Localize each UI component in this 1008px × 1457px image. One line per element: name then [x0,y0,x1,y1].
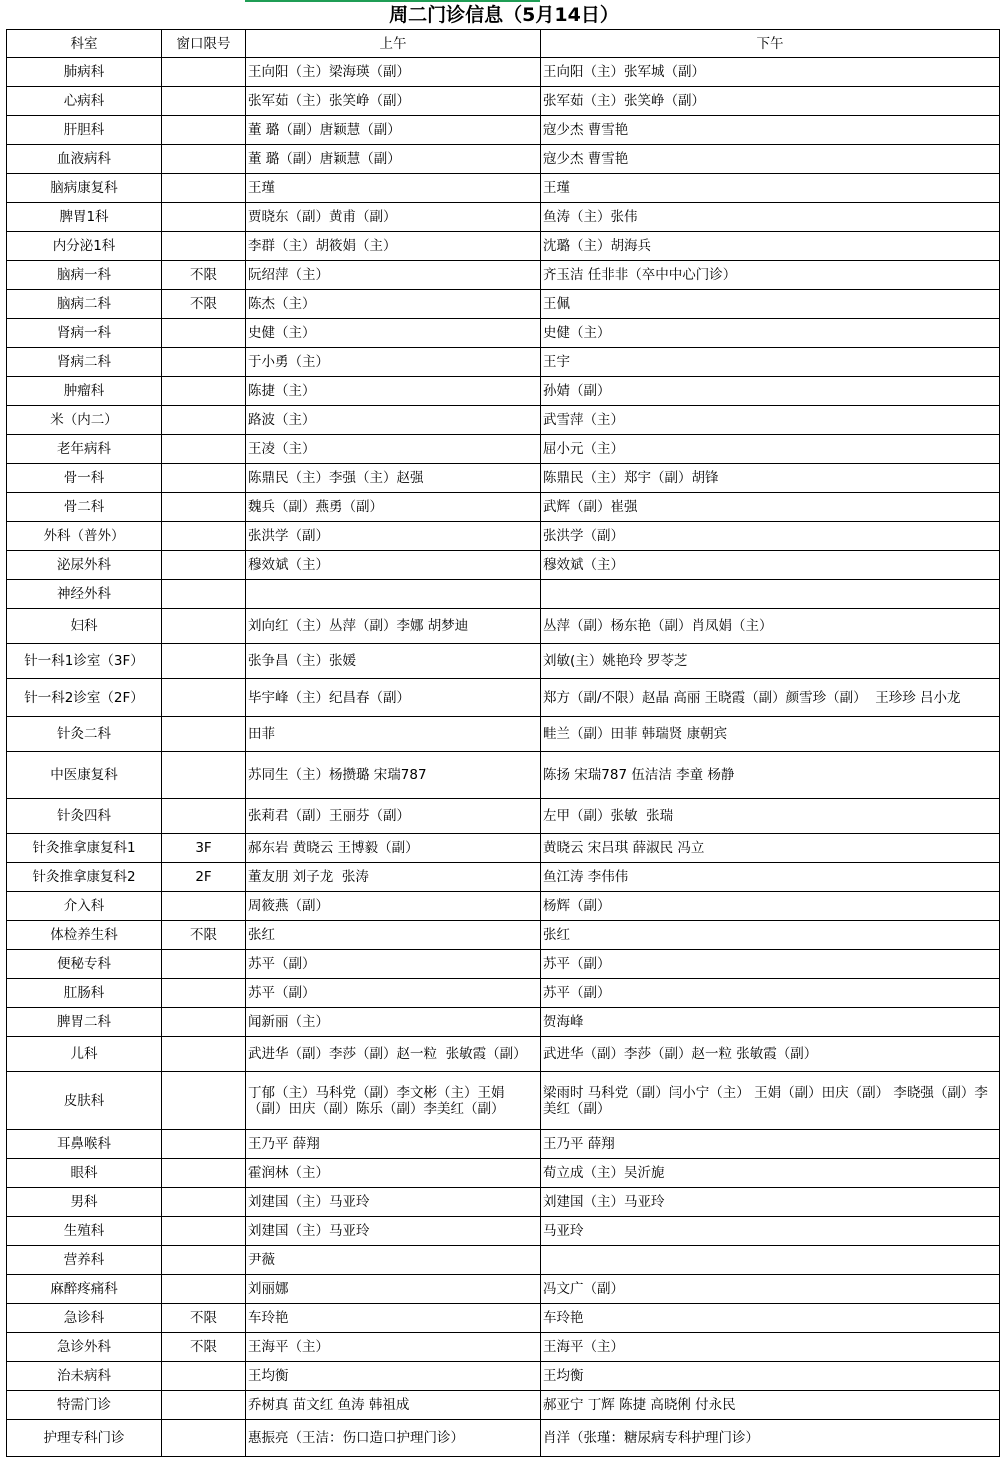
am-cell: 周筱燕（副） [246,892,541,921]
table-row [7,834,1000,863]
pm-cell: 张红 [541,921,1000,950]
table-row [7,203,1000,232]
window-cell [162,1275,246,1304]
table-row [7,679,1000,717]
am-cell: 张争昌（主）张媛 [246,644,541,679]
window-cell [162,1037,246,1072]
pm-cell: 鱼涛（主）张伟 [541,203,1000,232]
am-cell: 苏平（副） [246,979,541,1008]
table-row [7,348,1000,377]
am-cell [246,580,541,609]
window-cell: 不限 [162,921,246,950]
window-cell [162,493,246,522]
dept-cell: 护理专科门诊 [7,1420,162,1457]
pm-cell [541,1246,1000,1275]
header-window: 窗口限号 [162,30,246,58]
window-cell [162,679,246,717]
window-cell [162,551,246,580]
am-cell: 苏同生（主）杨攒璐 宋瑞787 [246,752,541,799]
pm-cell: 武辉（副）崔强 [541,493,1000,522]
pm-cell: 郝亚宁 丁辉 陈捷 高晓俐 付永民 [541,1391,1000,1420]
am-cell: 王向阳（主）梁海瑛（副） [246,58,541,87]
dept-cell: 针一科2诊室（2F） [7,679,162,717]
dept-cell: 营养科 [7,1246,162,1275]
pm-cell: 寇少杰 曹雪艳 [541,145,1000,174]
window-cell [162,1008,246,1037]
am-cell: 惠振亮（王洁：伤口造口护理门诊） [246,1420,541,1457]
pm-cell: 左甲（副）张敏 张瑞 [541,799,1000,834]
table-row [7,979,1000,1008]
am-cell: 霍润林（主） [246,1159,541,1188]
am-cell: 毕宇峰（主）纪昌春（副） [246,679,541,717]
dept-cell: 脾胃1科 [7,203,162,232]
table-row [7,1362,1000,1391]
am-cell: 尹薇 [246,1246,541,1275]
table-row [7,1072,1000,1130]
table-row [7,1159,1000,1188]
pm-cell: 沈璐（主）胡海兵 [541,232,1000,261]
window-cell [162,892,246,921]
table-row [7,644,1000,679]
window-cell [162,435,246,464]
dept-cell: 脑病二科 [7,290,162,319]
clinic-schedule-table [6,29,1000,1457]
table-row [7,319,1000,348]
table-row [7,1037,1000,1072]
pm-cell: 黄晓云 宋吕琪 薛淑民 冯立 [541,834,1000,863]
dept-cell: 中医康复科 [7,752,162,799]
window-cell [162,1159,246,1188]
window-cell [162,58,246,87]
pm-cell: 孙婧（副） [541,377,1000,406]
pm-cell: 马亚玲 [541,1217,1000,1246]
am-cell: 张莉君（副）王丽芬（副） [246,799,541,834]
dept-cell: 骨二科 [7,493,162,522]
am-cell: 刘向红（主）丛萍（副）李娜 胡梦迪 [246,609,541,644]
pm-cell: 王乃平 薛翔 [541,1130,1000,1159]
table-row [7,1130,1000,1159]
pm-cell: 鱼江涛 李伟伟 [541,863,1000,892]
am-cell: 闻新丽（主） [246,1008,541,1037]
table-row [7,435,1000,464]
dept-cell: 便秘专科 [7,950,162,979]
pm-cell: 陈扬 宋瑞787 伍洁洁 李童 杨静 [541,752,1000,799]
table-row [7,145,1000,174]
table-row [7,1008,1000,1037]
dept-cell: 肛肠科 [7,979,162,1008]
dept-cell: 脑病一科 [7,261,162,290]
am-cell: 阮绍萍（主） [246,261,541,290]
pm-cell: 武进华（副）李莎（副）赵一粒 张敏霞（副） [541,1037,1000,1072]
dept-cell: 治未病科 [7,1362,162,1391]
table-row [7,717,1000,752]
am-cell: 乔树真 苗文红 鱼涛 韩祖成 [246,1391,541,1420]
am-cell: 陈杰（主） [246,290,541,319]
dept-cell: 针灸二科 [7,717,162,752]
table-row [7,174,1000,203]
am-cell: 于小勇（主） [246,348,541,377]
window-cell [162,522,246,551]
am-cell: 王海平（主） [246,1333,541,1362]
header-am: 上午 [246,30,541,58]
pm-cell: 刘建国（主）马亚玲 [541,1188,1000,1217]
dept-cell: 针灸四科 [7,799,162,834]
pm-cell: 屈小元（主） [541,435,1000,464]
window-cell [162,116,246,145]
dept-cell: 内分泌1科 [7,232,162,261]
pm-cell: 张军茹（主）张笑峥（副） [541,87,1000,116]
dept-cell: 男科 [7,1188,162,1217]
table-row [7,377,1000,406]
am-cell: 车玲艳 [246,1304,541,1333]
dept-cell: 耳鼻喉科 [7,1130,162,1159]
window-cell: 3F [162,834,246,863]
window-cell [162,1362,246,1391]
dept-cell: 肝胆科 [7,116,162,145]
table-row [7,1246,1000,1275]
dept-cell: 针灸推拿康复科1 [7,834,162,863]
pm-cell: 武雪萍（主） [541,406,1000,435]
am-cell: 路波（主） [246,406,541,435]
dept-cell: 心病科 [7,87,162,116]
dept-cell: 妇科 [7,609,162,644]
am-cell: 穆效斌（主） [246,551,541,580]
pm-cell: 苏平（副） [541,979,1000,1008]
table-row [7,116,1000,145]
table-header-row [7,30,1000,58]
table-row [7,799,1000,834]
dept-cell: 神经外科 [7,580,162,609]
window-cell [162,799,246,834]
dept-cell: 生殖科 [7,1217,162,1246]
dept-cell: 骨一科 [7,464,162,493]
window-cell [162,1072,246,1130]
table-row [7,950,1000,979]
window-cell [162,609,246,644]
am-cell: 魏兵（副）燕勇（副） [246,493,541,522]
dept-cell: 体检养生科 [7,921,162,950]
am-cell: 王瑾 [246,174,541,203]
window-cell [162,348,246,377]
pm-cell: 齐玉洁 任非非（卒中中心门诊） [541,261,1000,290]
window-cell: 不限 [162,261,246,290]
table-row [7,1420,1000,1457]
dept-cell: 肿瘤科 [7,377,162,406]
dept-cell: 脑病康复科 [7,174,162,203]
header-dept: 科室 [7,30,162,58]
window-cell [162,644,246,679]
pm-cell: 王瑾 [541,174,1000,203]
window-cell [162,174,246,203]
pm-cell: 荀立成（主）吴沂旎 [541,1159,1000,1188]
window-cell [162,1246,246,1275]
table-row [7,1304,1000,1333]
am-cell: 王乃平 薛翔 [246,1130,541,1159]
am-cell: 陈捷（主） [246,377,541,406]
window-cell [162,464,246,493]
pm-cell: 梁雨时 马科党（副）闫小宁（主） 王娟（副）田庆（副） 李晓强（副）李美红（副） [541,1072,1000,1130]
dept-cell: 眼科 [7,1159,162,1188]
table-row [7,232,1000,261]
pm-cell: 郑方（副/不限）赵晶 高丽 王晓霞（副）颜雪珍（副） 王珍珍 吕小龙 [541,679,1000,717]
am-cell: 郝东岩 黄晓云 王博毅（副） [246,834,541,863]
am-cell: 刘建国（主）马亚玲 [246,1188,541,1217]
pm-cell: 杨辉（副） [541,892,1000,921]
pm-cell: 史健（主） [541,319,1000,348]
pm-cell: 苏平（副） [541,950,1000,979]
table-row [7,522,1000,551]
page-title: 周二门诊信息（5月14日） [389,4,619,26]
dept-cell: 血液病科 [7,145,162,174]
table-row [7,493,1000,522]
table-row [7,290,1000,319]
table-row [7,863,1000,892]
table-row [7,58,1000,87]
window-cell [162,87,246,116]
pm-cell: 王海平（主） [541,1333,1000,1362]
table-row [7,464,1000,493]
table-row [7,1333,1000,1362]
table-row [7,1275,1000,1304]
am-cell: 刘建国（主）马亚玲 [246,1217,541,1246]
am-cell: 田菲 [246,717,541,752]
am-cell: 贾晓东（副）黄甫（副） [246,203,541,232]
pm-cell [541,580,1000,609]
pm-cell: 穆效斌（主） [541,551,1000,580]
dept-cell: 皮肤科 [7,1072,162,1130]
am-cell: 董 璐（副）唐颖慧（副） [246,145,541,174]
dept-cell: 米（内二） [7,406,162,435]
window-cell [162,580,246,609]
table-row [7,261,1000,290]
dept-cell: 麻醉疼痛科 [7,1275,162,1304]
table-row [7,551,1000,580]
dept-cell: 针灸推拿康复科2 [7,863,162,892]
am-cell: 张红 [246,921,541,950]
window-cell [162,406,246,435]
dept-cell: 外科（普外） [7,522,162,551]
table-row [7,892,1000,921]
table-row [7,1217,1000,1246]
window-cell [162,232,246,261]
window-cell [162,377,246,406]
pm-cell: 冯文广（副） [541,1275,1000,1304]
window-cell [162,1217,246,1246]
am-cell: 武进华（副）李莎（副）赵一粒 张敏霞（副） [246,1037,541,1072]
pm-cell: 陈鼎民（主）郑宇（副）胡锋 [541,464,1000,493]
am-cell: 李群（主）胡筱娟（主） [246,232,541,261]
window-cell: 2F [162,863,246,892]
pm-cell: 贺海峰 [541,1008,1000,1037]
window-cell [162,1391,246,1420]
window-cell [162,979,246,1008]
pm-cell: 王均衡 [541,1362,1000,1391]
dept-cell: 急诊科 [7,1304,162,1333]
pm-cell: 张洪学（副） [541,522,1000,551]
am-cell: 董 璐（副）唐颖慧（副） [246,116,541,145]
dept-cell: 介入科 [7,892,162,921]
table-row [7,921,1000,950]
dept-cell: 肾病二科 [7,348,162,377]
dept-cell: 老年病科 [7,435,162,464]
am-cell: 史健（主） [246,319,541,348]
dept-cell: 儿科 [7,1037,162,1072]
am-cell: 苏平（副） [246,950,541,979]
pm-cell: 刘敏(主）姚艳玲 罗苓芝 [541,644,1000,679]
window-cell [162,717,246,752]
pm-cell: 寇少杰 曹雪艳 [541,116,1000,145]
dept-cell: 肺病科 [7,58,162,87]
dept-cell: 急诊外科 [7,1333,162,1362]
dept-cell: 肾病一科 [7,319,162,348]
table-row [7,87,1000,116]
am-cell: 张军茹（主）张笑峥（副） [246,87,541,116]
window-cell [162,145,246,174]
pm-cell: 畦兰（副）田菲 韩瑞贤 康朝宾 [541,717,1000,752]
table-row [7,406,1000,435]
am-cell: 张洪学（副） [246,522,541,551]
pm-cell: 王佩 [541,290,1000,319]
dept-cell: 针一科1诊室（3F） [7,644,162,679]
pm-cell: 车玲艳 [541,1304,1000,1333]
window-cell [162,203,246,232]
window-cell: 不限 [162,290,246,319]
window-cell [162,319,246,348]
am-cell: 丁郁（主）马科党（副）李文彬（主）王娟（副）田庆（副）陈乐（副）李美红（副） [246,1072,541,1130]
pm-cell: 丛萍（副）杨东艳（副）肖凤娟（主） [541,609,1000,644]
am-cell: 王均衡 [246,1362,541,1391]
am-cell: 刘丽娜 [246,1275,541,1304]
title-bar [0,0,1008,30]
pm-cell: 王宇 [541,348,1000,377]
window-cell: 不限 [162,1304,246,1333]
window-cell [162,1188,246,1217]
dept-cell: 泌尿外科 [7,551,162,580]
pm-cell: 王向阳（主）张军城（副） [541,58,1000,87]
dept-cell: 特需门诊 [7,1391,162,1420]
am-cell: 王凌（主） [246,435,541,464]
window-cell: 不限 [162,1333,246,1362]
am-cell: 陈鼎民（主）李强（主）赵强 [246,464,541,493]
am-cell: 董友朋 刘子龙 张涛 [246,863,541,892]
table-row [7,1391,1000,1420]
window-cell [162,752,246,799]
table-row [7,1188,1000,1217]
table-body [7,58,1000,1457]
table-row [7,609,1000,644]
dept-cell: 脾胃二科 [7,1008,162,1037]
header-pm: 下午 [541,30,1000,58]
table-row [7,580,1000,609]
window-cell [162,950,246,979]
window-cell [162,1420,246,1457]
table-row [7,752,1000,799]
window-cell [162,1130,246,1159]
pm-cell: 肖洋（张瑾：糖尿病专科护理门诊） [541,1420,1000,1457]
